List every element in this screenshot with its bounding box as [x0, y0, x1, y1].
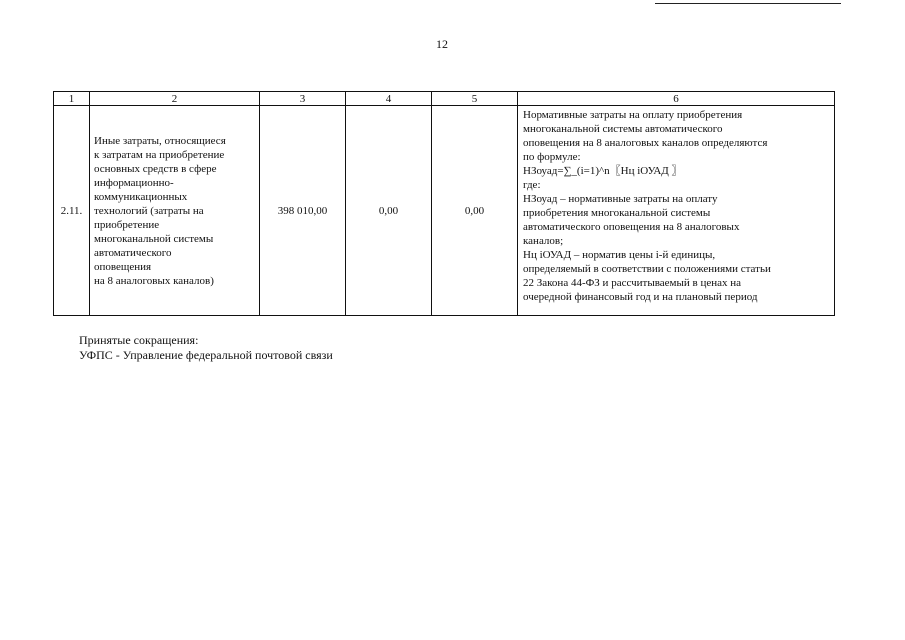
cost-name-cell	[90, 106, 260, 316]
cost-name-line: информационно-	[94, 176, 174, 189]
cost-name-line: на 8 аналоговых каналов)	[94, 274, 214, 287]
value-col4: 0,00	[346, 106, 432, 316]
description-line: определяемый в соответствии с положениями статьи	[523, 263, 771, 275]
description-line: по формуле:	[523, 151, 581, 163]
cost-name-line: Иные затраты, относящиеся	[94, 134, 226, 147]
abbreviations-title: Принятые сокращения:	[79, 333, 199, 347]
abbreviation-item: УФПС - Управление федеральной почтовой связи	[79, 348, 333, 362]
table-header-row	[54, 92, 835, 106]
description-line: автоматического оповещения на 8 аналоговых	[523, 221, 740, 233]
table-row	[54, 106, 835, 316]
header-cell: 3	[260, 92, 346, 106]
cost-name-line: технологий (затраты на	[94, 204, 204, 217]
description-line: очередной финансовый год и на плановый период	[523, 291, 758, 303]
page-number: 12	[436, 37, 448, 51]
value-col5: 0,00	[432, 106, 518, 316]
formula-line: НЗоуад=∑_(i=1)^n〖Нц iОУАД 〗	[523, 165, 683, 177]
header-cell: 2	[90, 92, 260, 106]
description-line: каналов;	[523, 235, 564, 247]
cost-name-line: приобретение	[94, 218, 160, 231]
description-line: где:	[523, 179, 541, 191]
description-line: НЗоуад – нормативные затраты на оплату	[523, 193, 718, 205]
header-cell: 6	[518, 92, 835, 106]
header-cell: 4	[346, 92, 432, 106]
cost-name-line: оповещения	[94, 260, 152, 273]
top-rule	[655, 3, 841, 4]
description-line: 22 Закона 44-ФЗ и рассчитываемый в ценах на	[523, 277, 742, 289]
cost-name-line: основных средств в сфере	[94, 162, 217, 175]
abbreviations-block	[79, 333, 333, 363]
value-col3: 398 010,00	[260, 106, 346, 316]
description-line: Нормативные затраты на оплату приобретения	[523, 109, 743, 121]
description-line: Нц iОУАД – норматив цены i-й единицы,	[523, 249, 716, 261]
cost-table	[53, 91, 835, 316]
description-cell	[518, 106, 835, 316]
description-line: приобретения многоканальной системы	[523, 207, 711, 219]
description-line: оповещения на 8 аналоговых каналов определяются	[523, 137, 768, 149]
cost-name-line: коммуникационных	[94, 190, 188, 203]
cost-name-line: к затратам на приобретение	[94, 148, 225, 161]
cost-name-line: автоматического	[94, 246, 172, 259]
cost-name-line: многоканальной системы	[94, 232, 214, 245]
header-cell: 1	[54, 92, 90, 106]
description-line: многоканальной системы автоматического	[523, 123, 723, 135]
row-number: 2.11.	[54, 106, 90, 316]
header-cell: 5	[432, 92, 518, 106]
